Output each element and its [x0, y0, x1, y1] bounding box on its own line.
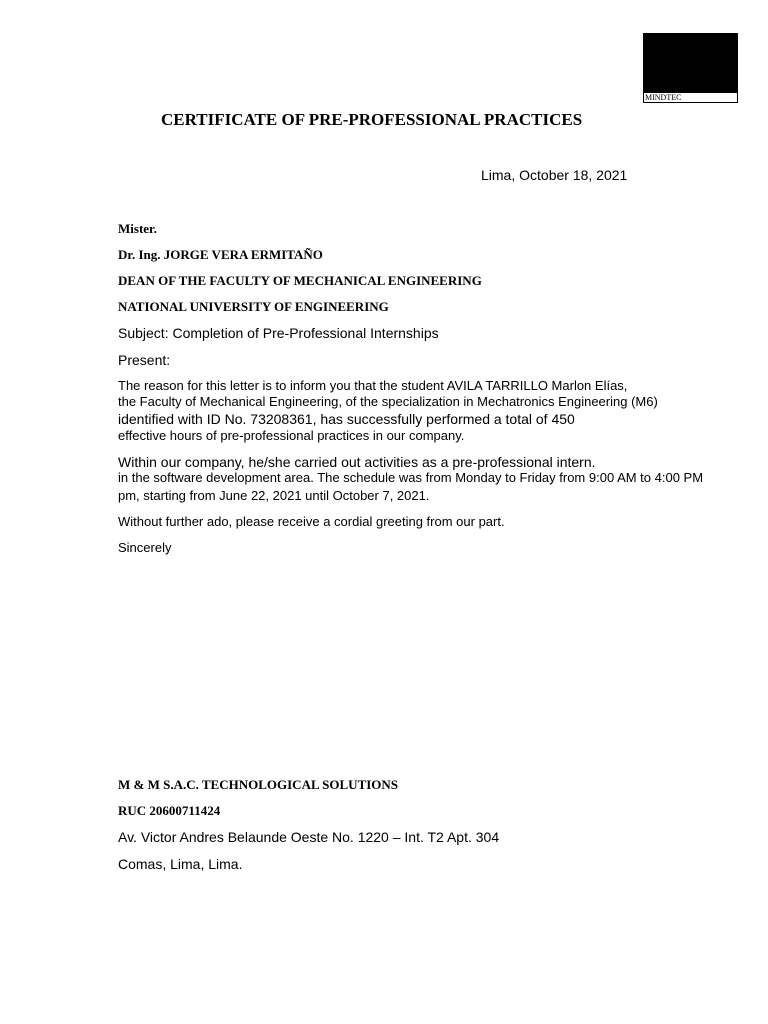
- paragraph2-line: in the software development area. The schedule was from Monday to Friday from 9:00 AM to 4:00 PM: [118, 470, 704, 485]
- company-name: M & M S.A.C. TECHNOLOGICAL SOLUTIONS: [118, 777, 399, 792]
- letter-present: Present:: [118, 352, 171, 368]
- company-logo: [643, 33, 738, 103]
- logo-text: MINDTEC: [645, 93, 682, 102]
- paragraph2-line: Within our company, he/she carried out activities as a pre-professional intern.: [118, 454, 596, 470]
- recipient-position: DEAN OF THE FACULTY OF MECHANICAL ENGINEERING: [118, 273, 482, 288]
- logo-label-strip: [644, 93, 737, 102]
- company-address: Av. Victor Andres Belaunde Oeste No. 1220 – Int. T2 Apt. 304: [118, 829, 500, 845]
- recipient-name: Dr. Ing. JORGE VERA ERMITAÑO: [118, 247, 323, 262]
- company-ruc: RUC 20600711424: [118, 803, 221, 818]
- letter-date: Lima, October 18, 2021: [481, 167, 628, 183]
- paragraph1-line: the Faculty of Mechanical Engineering, of the specialization in Mechatronics Engineering (M6): [118, 394, 658, 409]
- paragraph1-line: effective hours of pre-professional practices in our company.: [118, 428, 465, 443]
- paragraph2-line: pm, starting from June 22, 2021 until October 7, 2021.: [118, 488, 430, 503]
- signoff: Sincerely: [118, 540, 172, 555]
- recipient-institution: NATIONAL UNIVERSITY OF ENGINEERING: [118, 299, 389, 314]
- paragraph1-line: identified with ID No. 73208361, has successfully performed a total of 450: [118, 411, 575, 427]
- paragraph1-line: The reason for this letter is to inform you that the student AVILA TARRILLO Marlon Elías,: [118, 378, 628, 393]
- recipient-salutation: Mister.: [118, 221, 157, 236]
- closing-line: Without further ado, please receive a cordial greeting from our part.: [118, 514, 505, 529]
- document-title: CERTIFICATE OF PRE-PROFESSIONAL PRACTICES: [161, 110, 583, 129]
- company-city: Comas, Lima, Lima.: [118, 856, 243, 872]
- letter-subject: Subject: Completion of Pre-Professional Internships: [118, 325, 439, 341]
